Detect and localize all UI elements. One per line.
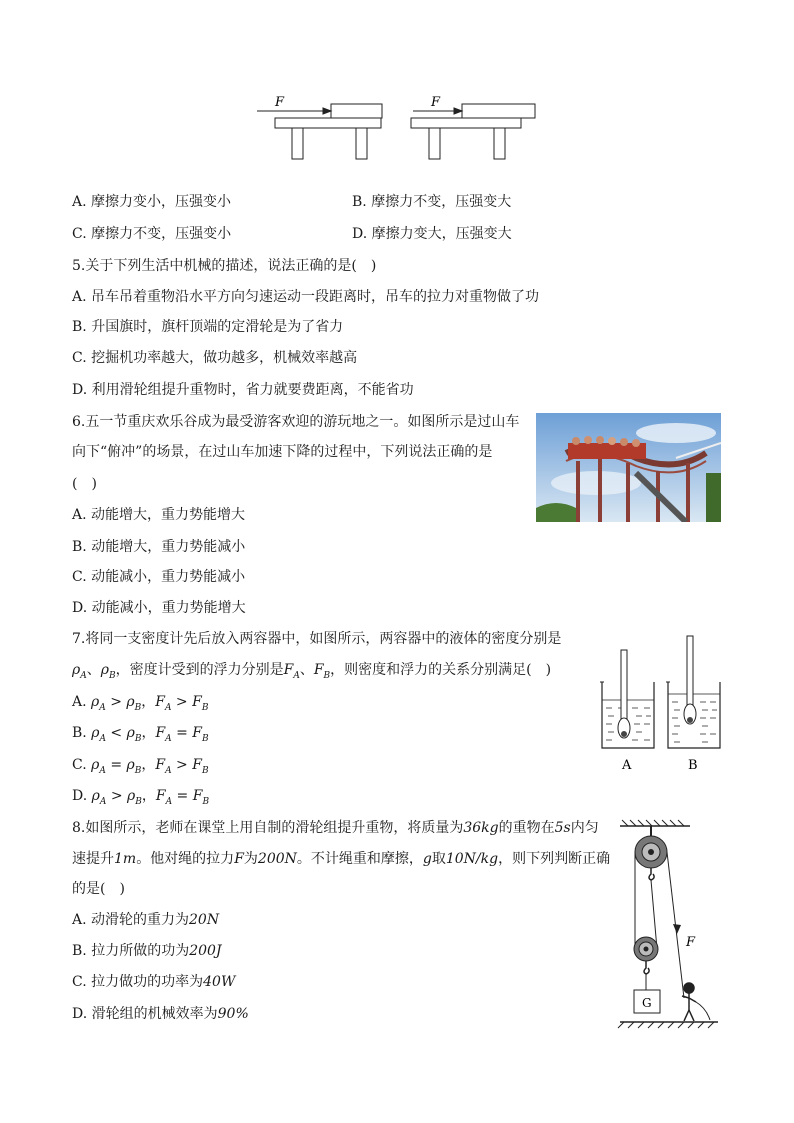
left-table xyxy=(257,104,382,159)
q7-stem-line2: $\rho_A$、$\rho_B$，密度计受到的浮力分别是$F_A$、$F_B$，则密度和浮力的关系分别满足( ) xyxy=(72,662,552,681)
q4-option-a: A. 摩擦力变小，压强变小 xyxy=(72,194,232,210)
q8-stem-line3: 的是( ) xyxy=(72,881,125,897)
q8-stem-line2: 速提升1m。他对绳的拉力F为200N。不计绳重和摩擦，g取10N/kg，则下列判断正确 xyxy=(72,851,611,867)
q4-option-b: B. 摩擦力不变，压强变大 xyxy=(352,194,512,210)
beaker-a xyxy=(600,650,654,748)
q8-option-d: D. 滑轮组的机械效率为90% xyxy=(72,1006,249,1022)
person-stick-figure xyxy=(682,983,710,1021)
fixed-pulley xyxy=(635,836,667,880)
q8-option-b: B. 拉力所做的功为200J xyxy=(72,943,222,959)
q6-option-a: A. 动能增大，重力势能增大 xyxy=(72,507,246,523)
weight-label: G xyxy=(642,996,652,1010)
force-label-left: F xyxy=(275,95,285,110)
beaker-label-a: A xyxy=(622,758,632,773)
q6-stem-line2: 向下“俯冲”的场景，在过山车加速下降的过程中，下列说法正确的是 xyxy=(72,444,493,460)
force-label-right: F xyxy=(431,95,441,110)
q7-option-a: A. $\rho_A > \rho_B$，$F_A > F_B$ xyxy=(72,694,209,713)
q5-option-d: D. 利用滑轮组提升重物时，省力就要费距离，不能省功 xyxy=(72,382,414,398)
right-table xyxy=(411,104,535,159)
q6-option-c: C. 动能减小，重力势能减小 xyxy=(72,569,246,585)
q7-option-d: D. $\rho_A > \rho_B$，$F_A = F_B$ xyxy=(72,788,210,807)
q7-stem-line1: 7.将同一支密度计先后放入两容器中，如图所示，两容器中的液体的密度分别是 xyxy=(72,631,562,647)
q4-table-figure xyxy=(255,92,545,164)
q6-option-b: B. 动能增大，重力势能减小 xyxy=(72,539,246,555)
q6-stem-line1: 6.五一节重庆欢乐谷成为最受游客欢迎的游玩地之一。如图所示是过山车 xyxy=(72,414,520,430)
beaker-b xyxy=(666,636,720,748)
movable-pulley xyxy=(634,937,658,974)
q5-stem: 5.关于下列生活中机械的描述，说法正确的是( ) xyxy=(72,258,377,274)
q7-option-b: B. $\rho_A < \rho_B$，$F_A = F_B$ xyxy=(72,725,209,744)
q5-option-c: C. 挖掘机功率越大，做功越多，机械效率越高 xyxy=(72,350,358,366)
q7-option-c: C. $\rho_A = \rho_B$，$F_A > F_B$ xyxy=(72,757,209,776)
hydrometer-beakers-figure xyxy=(596,630,726,775)
pulley-system-figure xyxy=(614,818,724,1033)
q4-option-c: C. 摩擦力不变，压强变小 xyxy=(72,226,232,242)
q5-option-a: A. 吊车吊着重物沿水平方向匀速运动一段距离时，吊车的拉力对重物做了功 xyxy=(72,289,540,305)
q8-option-a: A. 动滑轮的重力为20N xyxy=(72,912,220,928)
pulley-force-label: F xyxy=(686,935,696,950)
q5-option-b: B. 升国旗时，旗杆顶端的定滑轮是为了省力 xyxy=(72,319,344,335)
roller-coaster-photo xyxy=(536,413,721,522)
beaker-label-b: B xyxy=(688,758,698,773)
q8-option-c: C. 拉力做功的功率为40W xyxy=(72,974,236,990)
q6-option-d: D. 动能减小，重力势能增大 xyxy=(72,600,246,616)
q4-option-d: D. 摩擦力变大，压强变大 xyxy=(352,226,512,242)
q8-stem-line1: 8.如图所示，老师在课堂上用自制的滑轮组提升重物，将质量为36kg的重物在5s内匀 xyxy=(72,820,599,836)
q6-stem-line3: ( ) xyxy=(72,476,97,492)
